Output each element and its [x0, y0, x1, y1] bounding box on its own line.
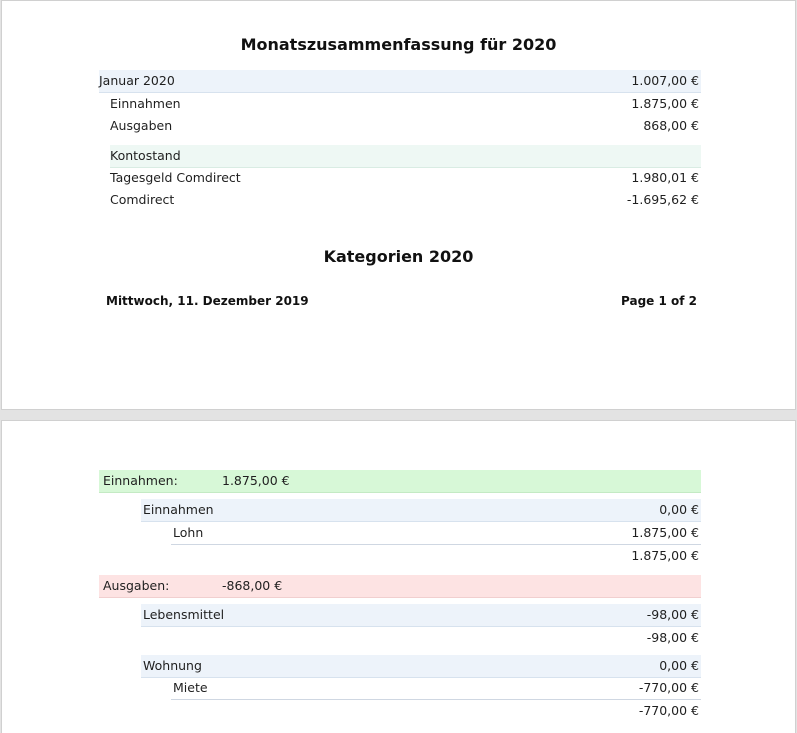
month-row [99, 70, 701, 93]
footer-date: Mittwoch, 11. Dezember 2019 [106, 294, 309, 308]
expense-category-row [141, 604, 701, 627]
expense-subtotal-value: -770,00 € [638, 703, 699, 718]
income-category-value: 0,00 € [659, 502, 699, 517]
categories-title: Kategorien 2020 [323, 247, 474, 266]
income-section-label: Einnahmen: [103, 473, 178, 488]
account-row [110, 189, 701, 211]
income-category-label: Einnahmen [143, 502, 214, 517]
income-subcategory-value: 1.875,00 € [631, 525, 699, 540]
expenses-value: 868,00 € [643, 118, 699, 133]
income-row [110, 93, 701, 115]
expense-subcategory-label: Miete [173, 680, 208, 695]
month-label: Januar 2020 [99, 73, 175, 88]
income-subtotal-row [171, 545, 701, 567]
account-label: Comdirect [110, 192, 175, 207]
expenses-label: Ausgaben [110, 118, 173, 133]
account-label: Tagesgeld Comdirect [110, 170, 241, 185]
account-row [110, 167, 701, 189]
footer-page-number: Page 1 of 2 [621, 294, 697, 308]
expense-subcategory-value: -770,00 € [638, 680, 699, 695]
expenses-row [110, 115, 701, 137]
account-value: -1.695,62 € [626, 192, 699, 207]
expense-section-total: -868,00 € [222, 578, 283, 593]
income-label: Einnahmen [110, 96, 181, 111]
income-subcategory-row [171, 522, 701, 545]
report-page-2 [1, 420, 796, 733]
expense-subcategory-row [171, 677, 701, 700]
month-value: 1.007,00 € [631, 73, 699, 88]
report-title: Monatszusammenfassung für 2020 [240, 35, 557, 54]
income-section-total: 1.875,00 € [222, 473, 290, 488]
expense-category-subtotal-value: -98,00 € [646, 630, 699, 645]
income-subtotal-value: 1.875,00 € [631, 548, 699, 563]
account-value: 1.980,01 € [631, 170, 699, 185]
expense-category-label: Lebensmittel [143, 607, 225, 622]
income-section-header [99, 470, 701, 493]
income-category-row [141, 499, 701, 522]
expense-category-value: -98,00 € [646, 607, 699, 622]
income-value: 1.875,00 € [631, 96, 699, 111]
balance-header-label: Kontostand [110, 148, 181, 163]
income-subcategory-label: Lohn [173, 525, 204, 540]
expense-category-label: Wohnung [143, 658, 202, 673]
expense-category-value: 0,00 € [659, 658, 699, 673]
expense-subtotal-row [171, 700, 701, 722]
expense-category-row [141, 655, 701, 678]
report-page-1 [1, 0, 796, 410]
expense-category-subtotal-row [171, 627, 701, 649]
expense-section-label: Ausgaben: [103, 578, 170, 593]
balance-header-row [110, 145, 701, 168]
expense-section-header [99, 575, 701, 598]
